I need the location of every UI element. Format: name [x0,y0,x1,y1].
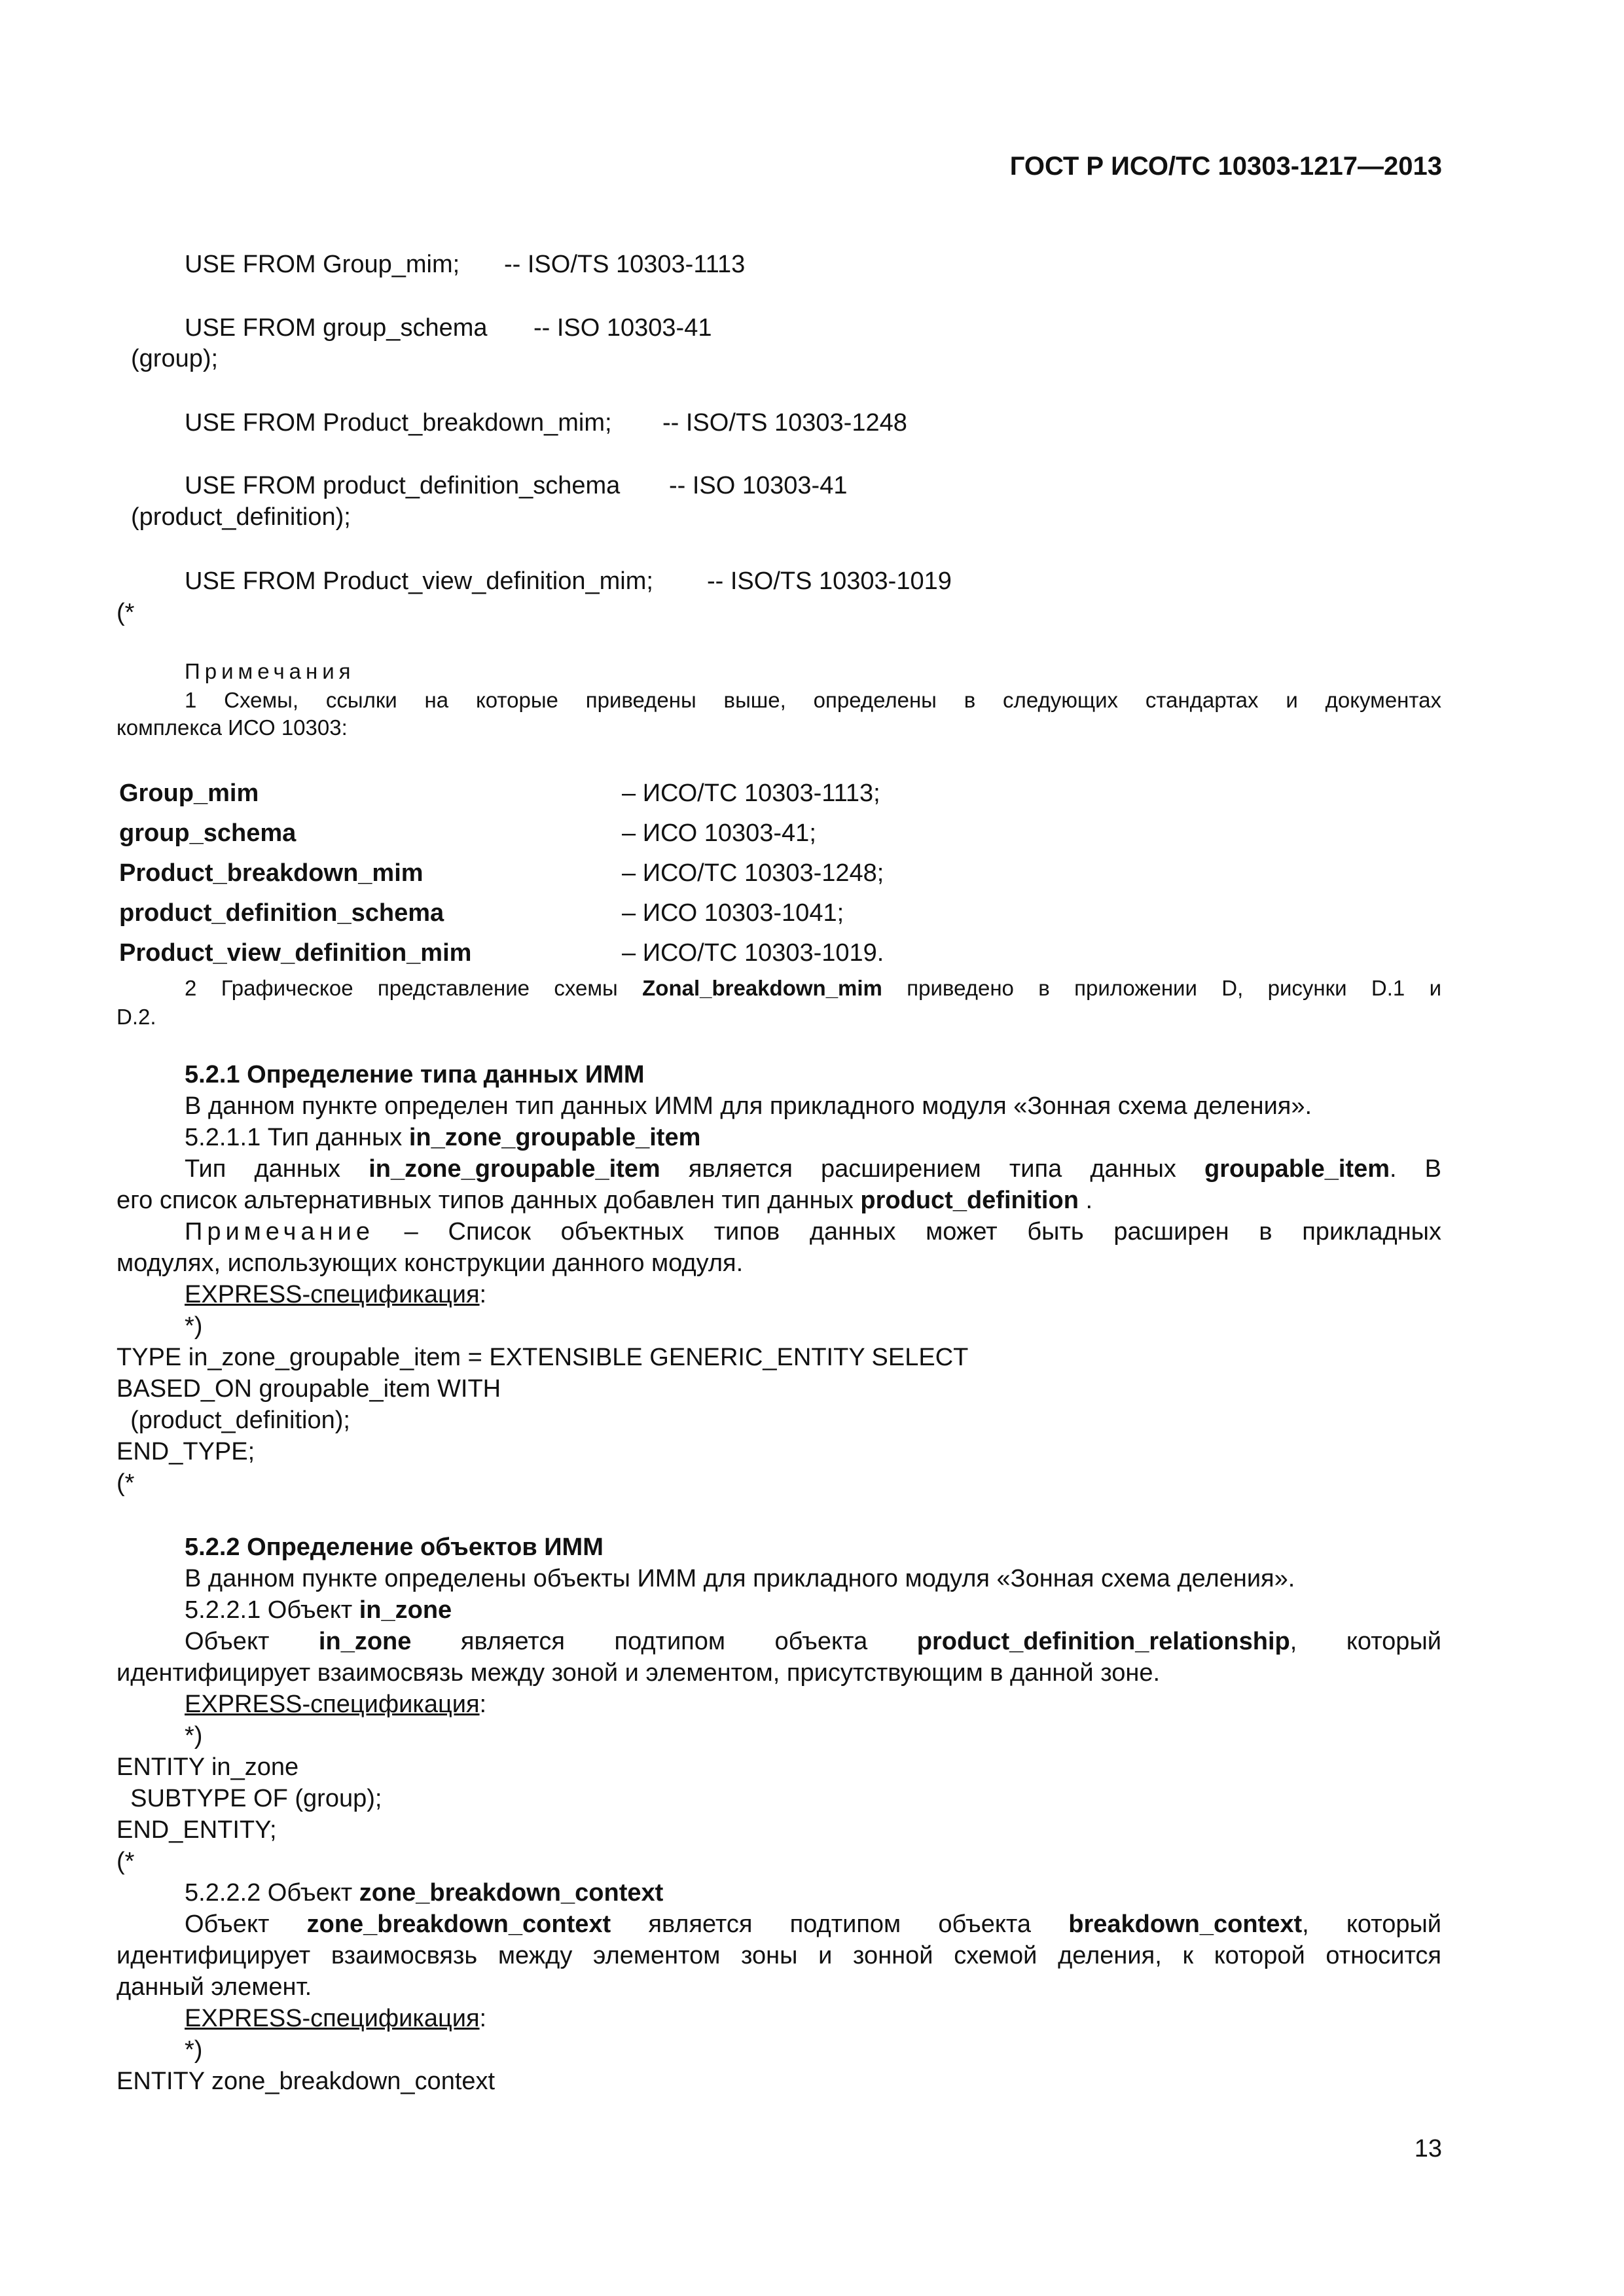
note-line: Примечание – Список объектных типов данных может быть расширен в прикладных [185,1218,1441,1246]
use-line-4: USE FROM product_definition_schema [185,472,621,499]
notes-title: Примечания [185,659,355,683]
paragraph-line: Объект in_zone является подтипом объекта product_definition_relationship, который [185,1628,1441,1655]
paragraph-line: идентифицирует взаимосвязь между зоной и элементом, присутствующим в данной зоне. [117,1659,1161,1687]
express-spec-label: EXPRESS-спецификация: [185,2005,487,2032]
comment-close: *) [185,1312,203,1340]
code-line: SUBTYPE OF (group); [117,1785,382,1812]
use-line-2-cont: (group); [131,345,219,372]
code-line: (* [117,1848,135,1875]
schema-name: Product_breakdown_mim [119,859,424,887]
section-intro: В данном пункте определены объекты ИММ для прикладного модуля «Зонная схема деления». [185,1565,1295,1592]
comment-open: (* [117,599,135,626]
paragraph-line: данный элемент. [117,1973,312,2001]
document-id: ГОСТ Р ИСО/ТС 10303-1217—2013 [1009,152,1442,181]
use-line-2: USE FROM group_schema [185,314,488,342]
note-line: модулях, использующих конструкции данного модуля. [117,1249,744,1277]
schema-ref: – ИСО/ТС 10303-1019. [622,939,884,967]
subsection-heading: 5.2.2.1 Объект in_zone [185,1596,452,1624]
paragraph-line: идентифицирует взаимосвязь между элементом зоны и зонной схемой деления, к которой относится [117,1942,1441,1969]
schema-ref: – ИСО 10303-1041; [622,899,844,927]
use-line-5-ref: -- ISO/TS 10303-1019 [707,567,952,595]
use-line-3-ref: -- ISO/TS 10303-1248 [662,409,907,437]
schema-name: product_definition_schema [119,899,444,927]
subsection-heading: 5.2.1.1 Тип данных in_zone_groupable_item [185,1124,701,1151]
code-line: (* [117,1469,135,1497]
code-line: END_TYPE; [117,1438,255,1465]
page-number: 13 [1414,2135,1442,2162]
use-line-5: USE FROM Product_view_definition_mim; [185,567,653,595]
use-line-3: USE FROM Product_breakdown_mim; [185,409,612,437]
note-2-line-1: 2 Графическое представление схемы Zonal_breakdown_mim приведено в приложении D, рисунки D.1 и [185,976,1442,1000]
use-line-2-ref: -- ISO 10303-41 [533,314,712,342]
code-line: (product_definition); [117,1407,350,1434]
section-heading-5-2-2: 5.2.2 Определение объектов ИММ [185,1534,604,1561]
code-line: ENTITY in_zone [117,1753,299,1781]
note-1-line-1: 1 Схемы, ссылки на которые приведены выше, определены в следующих стандартах и документах [185,688,1441,712]
comment-close: *) [185,1722,203,1749]
express-spec-label: EXPRESS-спецификация: [185,1691,487,1718]
section-intro: В данном пункте определен тип данных ИММ для прикладного модуля «Зонная схема деления». [185,1092,1312,1120]
code-line: ENTITY zone_breakdown_context [117,2068,496,2095]
schema-ref: – ИСО/ТС 10303-1113; [622,780,880,807]
paragraph-line: Объект zone_breakdown_context является подтипом объекта breakdown_context, который [185,1910,1442,1938]
note-1-line-2: комплекса ИСО 10303: [117,715,348,740]
schema-name: Product_view_definition_mim [119,939,472,967]
paragraph-line: его список альтернативных типов данных добавлен тип данных product_definition . [117,1187,1093,1214]
use-line-4-ref: -- ISO 10303-41 [669,472,848,499]
use-line-4-cont: (product_definition); [131,503,351,531]
subsection-heading: 5.2.2.2 Объект zone_breakdown_context [185,1879,664,1907]
schema-ref: – ИСО 10303-41; [622,819,816,847]
express-spec-label: EXPRESS-спецификация: [185,1281,487,1308]
code-line: BASED_ON groupable_item WITH [117,1375,501,1403]
use-line-1: USE FROM Group_mim; [185,251,460,278]
paragraph-line: Тип данных in_zone_groupable_item является расширением типа данных groupable_item. В [185,1155,1442,1183]
note-2-line-2: D.2. [117,1005,156,1029]
schema-name: group_schema [119,819,297,847]
section-heading-5-2-1: 5.2.1 Определение типа данных ИММ [185,1061,645,1088]
schema-ref: – ИСО/ТС 10303-1248; [622,859,884,887]
comment-close: *) [185,2036,203,2064]
schema-name: Group_mim [119,780,259,807]
code-line: END_ENTITY; [117,1816,277,1844]
use-line-1-ref: -- ISO/TS 10303-1113 [504,251,746,278]
code-line: TYPE in_zone_groupable_item = EXTENSIBLE GENERIC_ENTITY SELECT [117,1344,969,1371]
